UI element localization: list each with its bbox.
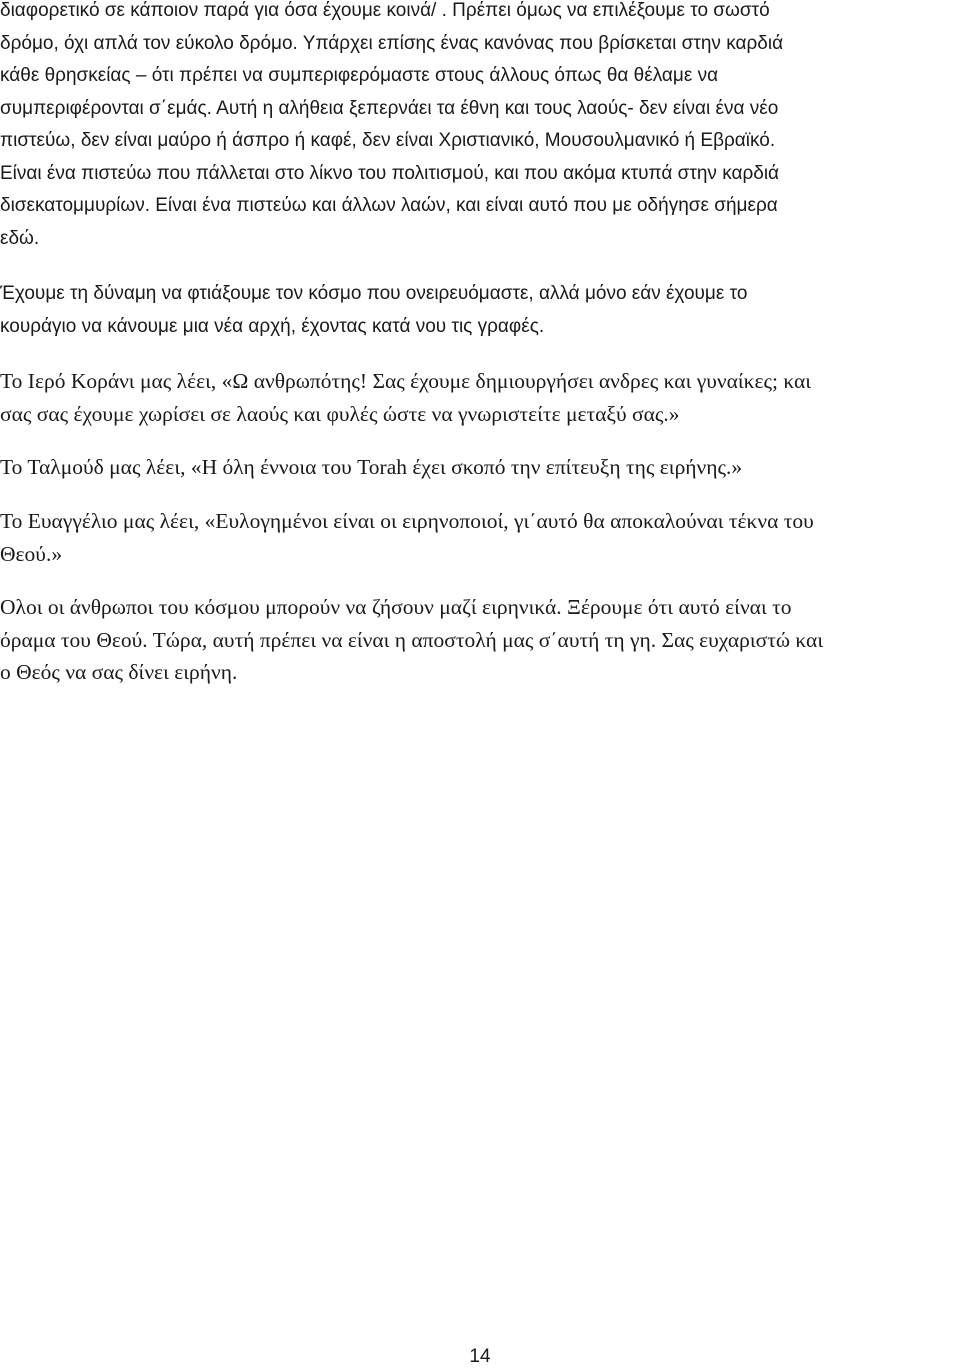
page-number: 14 (469, 1346, 491, 1367)
text-line: Το Ταλμούδ μας λέει, «Η όλη έννοια του Torah έχει σκοπό την επίτευξη της ειρήνης.» (0, 455, 743, 479)
text-line: κάθε θρησκείας – ότι πρέπει να συμπεριφερόμαστε στους άλλους όπως θα θέλαμε να (0, 65, 719, 86)
text-line: Το Ιερό Κοράνι μας λέει, «Ω ανθρωπότης! Σας έχουμε δημιουργήσει ανδρες και γυναίκες; και (0, 369, 812, 393)
paragraph-closing (0, 591, 823, 689)
text-line: Έχουμε τη δύναμη να φτιάξουμε τον κόσμο που ονειρευόμαστε, αλλά μόνο εάν έχουμε το (0, 283, 748, 304)
paragraph-quran-quote (0, 365, 811, 430)
text-line: Είναι ένα πιστεύω που πάλλεται στο λίκνο του πολιτισμού, και που ακόμα κτυπά στην καρδιά (0, 162, 780, 184)
text-line: διαφορετικό σε κάποιον παρά για όσα έχουμε κοινά/ . Πρέπει όμως να επιλέξουμε το σωστό (0, 0, 770, 21)
paragraph-golden-rule (0, 0, 783, 255)
text-line: Ολοι οι άνθρωποι του κόσμου μπορούν να ζήσουν μαζί ειρηνικά. Ξέρουμε ότι αυτό είναι το (0, 595, 792, 619)
text-line: κουράγιο να κάνουμε μια νέα αρχή, έχοντας κατά νου τις γραφές. (0, 315, 545, 337)
text-line: εδώ. (0, 227, 40, 249)
paragraph-talmud-quote (0, 451, 742, 484)
text-line: δισεκατομμυρίων. Είναι ένα πιστεύω και άλλων λαών, και είναι αυτό που με οδήγησε σήμερα (0, 195, 778, 216)
text-line: όραμα του Θεού. Τώρα, αυτή πρέπει να είναι η αποστολή μας σ΄αυτή τη γη. Σας ευχαριστώ και (0, 627, 824, 652)
text-line: πιστεύω, δεν είναι μαύρο ή άσπρο ή καφέ, δεν είναι Χριστιανικό, Μουσουλμανικό ή Εβραϊκό. (0, 130, 776, 151)
text-line: Το Ευαγγέλιο μας λέει, «Ευλογημένοι είναι οι ειρηνοποιοί, γι΄αυτό θα αποκαλούναι τέκνα του (0, 509, 814, 533)
text-line: ο Θεός να σας δίνει ειρήνη. (0, 660, 238, 684)
paragraph-power-to-make-world (0, 278, 747, 343)
text-line: δρόμο, όχι απλά τον εύκολο δρόμο. Υπάρχει επίσης ένας κανόνας που βρίσκεται στην καρδιά (0, 32, 784, 54)
paragraph-gospel-quote (0, 505, 814, 570)
text-line: συμπεριφέρονται σ΄εμάς. Αυτή η αλήθεια ξεπερνάει τα έθνη και τους λαούς- δεν είναι ένα νέο (0, 97, 779, 119)
text-line: σας σας έχουμε χωρίσει σε λαούς και φυλές ώστε να γνωριστείτε μεταξύ σας.» (0, 401, 680, 426)
text-line: Θεού.» (0, 541, 63, 566)
